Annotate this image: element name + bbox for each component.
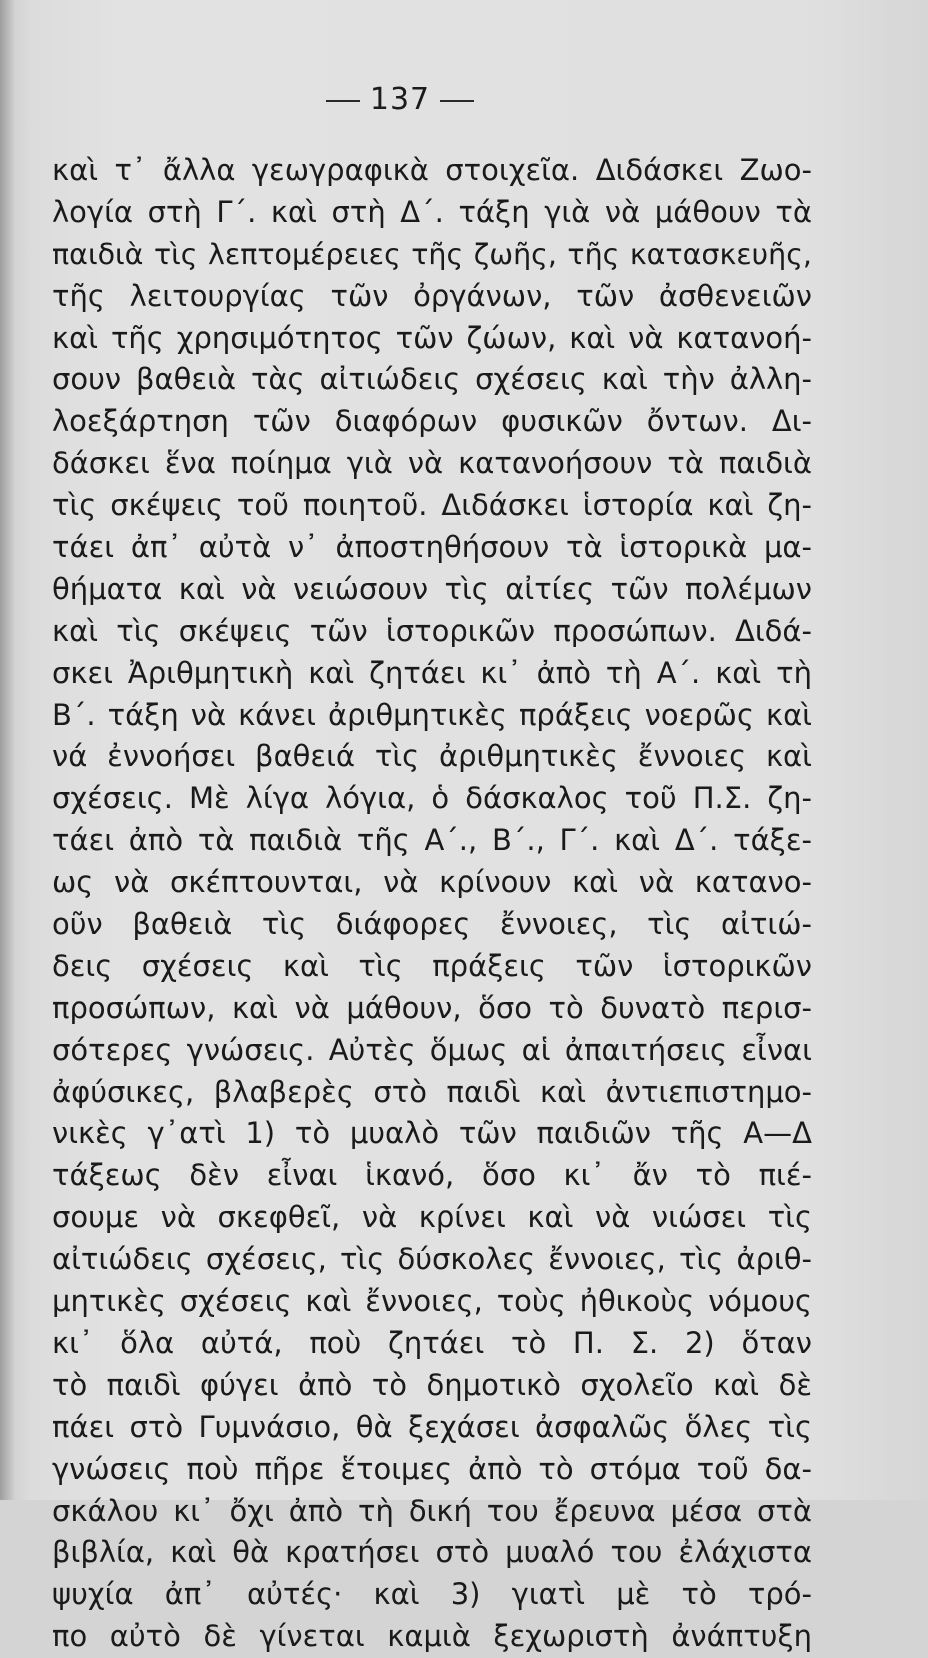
- text-line: θήματα καὶ νὰ νειώσουν τὶς αἰτίες τῶν πολέμων: [52, 571, 812, 606]
- header-dash-left: [326, 100, 360, 102]
- text-line: κι᾽ ὅλα αὐτά, ποὺ ζητάει τὸ Π. Σ. 2) ὅταν: [52, 1325, 812, 1360]
- text-line: καὶ τὶς σκέψεις τῶν ἱστορικῶν προσώπων. Διδά-: [52, 613, 812, 648]
- text-line: παιδιὰ τὶς λεπτομέρειες τῆς ζωῆς, τῆς κατασκευῆς,: [52, 237, 812, 271]
- text-line: σχέσεις. Μὲ λίγα λόγια, ὁ δάσκαλος τοῦ Π.Σ. ζη-: [52, 781, 812, 816]
- text-line: ως νὰ σκέπτουνται, νὰ κρίνουν καὶ νὰ κατανο-: [52, 865, 812, 900]
- text-line: γνώσεις ποὺ πῆρε ἕτοιμες ἀπὸ τὸ στόμα τοῦ δα-: [52, 1451, 812, 1486]
- text-line: τὸ παιδὶ φύγει ἀπὸ τὸ δημοτικὸ σχολεῖο καὶ δὲ: [52, 1367, 812, 1402]
- page-number: 137: [369, 82, 431, 117]
- text-line: τάει ἀπ᾽ αὐτὰ ν᾽ ἀποστηθήσουν τὰ ἱστορικὰ μα-: [52, 530, 812, 565]
- text-line: λογία στὴ Γ΄. καὶ στὴ Δ΄. τάξη γιὰ νὰ μάθουν τὰ: [52, 194, 812, 229]
- text-line: νά ἐννοήσει βαθειά τὶς ἀριθμητικὲς ἔννοιες καὶ: [52, 739, 812, 774]
- text-line: πάει στὸ Γυμνάσιο, θὰ ξεχάσει ἀσφαλῶς ὅλες τὶς: [52, 1409, 812, 1444]
- text-line: ἀφύσικες, βλαβερὲς στὸ παιδὶ καὶ ἀντιεπιστημο-: [52, 1074, 812, 1109]
- text-line: τάει ἀπὸ τὰ παιδιὰ τῆς Α΄., Β΄., Γ΄. καὶ Δ΄. τάξε-: [52, 823, 812, 858]
- text-line: μητικὲς σχέσεις καὶ ἔννοιες, τοὺς ἠθικοὺς νόμους: [52, 1284, 812, 1319]
- text-line: λοεξάρτηση τῶν διαφόρων φυσικῶν ὄντων. Δι-: [52, 404, 812, 439]
- text-line: σκει Ἀριθμητικὴ καὶ ζητάει κι᾽ ἀπὸ τὴ Α΄. καὶ τὴ: [52, 655, 812, 690]
- text-line: αἰτιώδεις σχέσεις, τὶς δύσκολες ἔννοιες, τὶς ἀριθ-: [52, 1242, 812, 1277]
- text-line: προσώπων, καὶ νὰ μάθουν, ὅσο τὸ δυνατὸ περισ-: [52, 990, 812, 1025]
- page-edge-shadow: [0, 0, 14, 1500]
- text-line: νικὲς γ᾽ατὶ 1) τὸ μυαλὸ τῶν παιδιῶν τῆς Α—Δ: [52, 1116, 812, 1151]
- text-line: σουμε νὰ σκεφθεῖ, νὰ κρίνει καὶ νὰ νιώσει τὶς: [52, 1200, 812, 1235]
- text-line: Β΄. τάξη νὰ κάνει ἀριθμητικὲς πράξεις νοερῶς καὶ: [52, 697, 812, 732]
- text-line: τὶς σκέψεις τοῦ ποιητοῦ. Διδάσκει ἱστορία καὶ ζη-: [52, 488, 812, 523]
- text-line: τῆς λειτουργίας τῶν ὀργάνων, τῶν ἀσθενειῶν: [52, 278, 812, 313]
- text-line: καὶ τ᾽ ἄλλα γεωγραφικὰ στοιχεῖα. Διδάσκει Ζωο-: [52, 153, 812, 187]
- text-line: σότερες γνώσεις. Αὐτὲς ὅμως αἱ ἀπαιτήσεις εἶναι: [52, 1032, 812, 1067]
- text-line: δεις σχέσεις καὶ τὶς πράξεις τῶν ἱστορικῶν: [52, 948, 812, 983]
- text-line: σκάλου κι᾽ ὄχι ἀπὸ τὴ δική του ἔρευνα μέσα στὰ: [52, 1493, 812, 1528]
- page-header: [0, 82, 800, 117]
- text-line: καὶ τῆς χρησιμότητος τῶν ζώων, καὶ νὰ κατανοή-: [52, 320, 812, 355]
- text-line: βιβλία, καὶ θὰ κρατήσει στὸ μυαλό του ἐλάχιστα: [52, 1535, 812, 1570]
- body-text: [52, 150, 812, 1658]
- text-line: οῦν βαθειὰ τὶς διάφορες ἔννοιες, τὶς αἰτιώ-: [52, 907, 812, 942]
- text-line: δάσκει ἕνα ποίημα γιὰ νὰ κατανοήσουν τὰ παιδιὰ: [52, 446, 812, 481]
- text-line: πο αὐτὸ δὲ γίνεται καμιὰ ξεχωριστὴ ἀνάπτυξη: [52, 1619, 812, 1654]
- text-line: σουν βαθειὰ τὰς αἰτιώδεις σχέσεις καὶ τὴν ἀλλη-: [52, 362, 812, 397]
- header-dash-right: [440, 100, 474, 102]
- text-line: ψυχία ἀπ᾽ αὐτές· καὶ 3) γιατὶ μὲ τὸ τρό-: [52, 1577, 812, 1612]
- text-line: τάξεως δὲν εἶναι ἱκανό, ὅσο κι᾽ ἄν τὸ πιέ-: [52, 1158, 812, 1193]
